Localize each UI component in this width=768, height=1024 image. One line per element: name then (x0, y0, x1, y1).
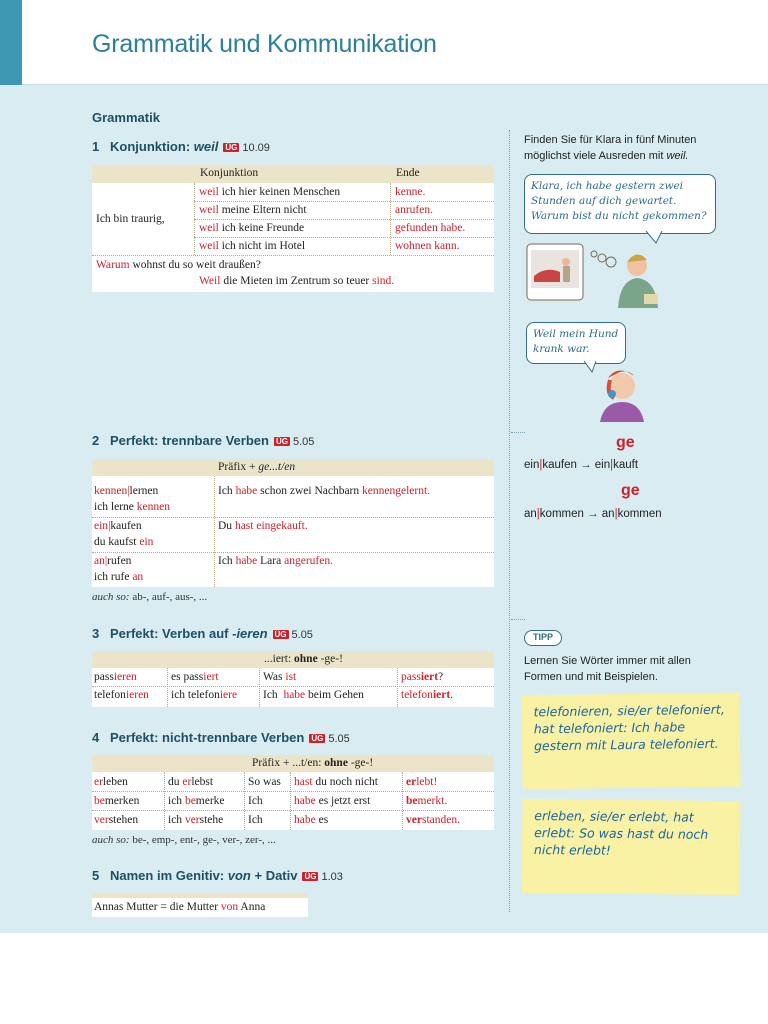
sticky-note: telefonieren, sie/er telefoniert, hat telefoniert: Ich habe gestern mit Laura telefoniert. (521, 692, 740, 789)
example-sentence: Ich habe Lara angerufen. (218, 555, 333, 567)
example-sentence: Du hast eingekauft. (218, 520, 308, 532)
ge-marker: ge (616, 434, 635, 451)
also-note: auch so: ab-, auf-, aus-, ... (92, 591, 208, 603)
table-cell: ich bemerke (168, 795, 225, 807)
table-cell: Ich (248, 795, 263, 807)
lead-text: Ich bin traurig, (96, 213, 165, 225)
table-cell: wohnen kann. (395, 240, 460, 252)
page-title: Grammatik und Kommunikation (92, 30, 437, 58)
column-divider (509, 130, 510, 912)
table-cell: passieren (94, 671, 137, 683)
ug-badge: ÜG (311, 734, 324, 743)
table-cell: bemerkt. (406, 795, 448, 807)
table-cell: passiert? (401, 671, 444, 683)
speech-bubble: Weil mein Hund krank war. (526, 322, 626, 364)
col-header-ende: Ende (396, 167, 420, 179)
table-cell: kenne. (395, 186, 426, 198)
section-2-title: 2 Perfekt: trennbare Verben ÜG 5.05 (92, 433, 315, 448)
ug-badge: ÜG (275, 437, 288, 446)
table-cell: es passiert (171, 671, 219, 683)
verb-infinitive: ein|kaufen (94, 520, 142, 532)
table-row: weil ich hier keinen Menschen (199, 186, 341, 198)
example-ankommen: an|kommen → an|kommen (524, 508, 662, 520)
table-cell: du erlebst (168, 776, 214, 788)
ug-badge: ÜG (225, 143, 238, 152)
table-header: Präfix + ge...t/en (218, 461, 296, 473)
table-cell: anrufen. (395, 204, 433, 216)
verb-infinitive: kennen|lernen (94, 485, 159, 497)
speech-bubble: Klara, ich habe gestern zwei Stunden auf dich gewartet. Warum bist du nicht gekommen? (524, 174, 716, 234)
page-header (0, 0, 768, 85)
also-note: auch so: be-, emp-, ent-, ge-, ver-, zer-, ... (92, 834, 276, 846)
table-cell: Was ist (263, 671, 297, 683)
tipp-badge: TIPP (524, 630, 562, 646)
example-einkaufen: ein|kaufen → ein|kauft (524, 459, 639, 471)
table-cell: Ich habe beim Gehen (263, 689, 364, 701)
ug-badge: ÜG (274, 630, 287, 639)
genitiv-example: Annas Mutter = die Mutter von Anna (92, 893, 308, 917)
nicht-trennbare-verben-table (92, 755, 494, 830)
verb-infinitive: an|rufen (94, 555, 132, 567)
konjunktion-table (92, 165, 494, 292)
verb-present: ich rufe an (94, 571, 144, 583)
table-row: weil ich keine Freunde (199, 222, 305, 234)
table-cell: habe es (294, 814, 329, 826)
section-3-title: 3 Perfekt: Verben auf -ieren ÜG 5.05 (92, 626, 313, 641)
table-cell: verstanden. (406, 814, 460, 826)
trennbare-verben-table (92, 459, 494, 587)
answer-line: Weil die Mieten im Zentrum so teuer sind. (199, 275, 395, 287)
table-header: Präfix + ...t/en: ohne -ge-! (252, 757, 374, 769)
table-cell: habe es jetzt erst (294, 795, 371, 807)
table-cell: telefoniert. (401, 689, 454, 701)
table-cell: ich telefoniere (171, 689, 238, 701)
table-header: ...iert: ohne -ge-! (264, 653, 343, 665)
section-5-title: 5 Namen im Genitiv: von + Dativ ÜG 1.03 (92, 868, 343, 883)
table-row: weil meine Eltern nicht (199, 204, 307, 216)
col-header-konjunktion: Konjunktion (200, 167, 259, 179)
table-cell: telefonieren (94, 689, 149, 701)
table-cell: Ich (248, 814, 263, 826)
tipp-text: Lernen Sie Wörter immer mit allen Formen und mit Beispielen. (524, 655, 691, 683)
sticky-note: erleben, sie/er erlebt, hat erlebt: So was hast du noch nicht erlebt! (522, 799, 741, 895)
question-line: Warum wohnst du so weit draußen? (96, 259, 261, 271)
table-row: weil ich nicht im Hotel (199, 240, 306, 252)
section-label: Grammatik (92, 110, 160, 125)
table-cell: So was (248, 776, 281, 788)
table-cell: erleben (94, 776, 128, 788)
section-4-title: 4 Perfekt: nicht-trennbare Verben ÜG 5.05 (92, 730, 350, 745)
example-sentence: Ich habe schon zwei Nachbarn kennengelernt. (218, 485, 431, 497)
ug-badge: ÜG (304, 872, 317, 881)
chapter-tab (0, 0, 22, 85)
section-1-title: 1 Konjunktion: weil ÜG 10.09 (92, 139, 270, 154)
illustration-phone-call (526, 242, 666, 310)
table-cell: erlebt! (406, 776, 438, 788)
table-cell: ich verstehe (168, 814, 224, 826)
table-cell: verstehen (94, 814, 139, 826)
verb-present: du kaufst ein (94, 536, 154, 548)
verb-present: ich lerne kennen (94, 501, 171, 513)
task-instruction: Finden Sie für Klara in fünf Minuten möglichst viele Ausreden mit weil. (524, 134, 697, 162)
ieren-verben-table (92, 651, 494, 707)
illustration-girl (590, 364, 650, 422)
table-cell: hast du noch nicht (294, 776, 379, 788)
ge-marker: ge (621, 482, 640, 499)
table-cell: gefunden habe. (395, 222, 466, 234)
table-cell: bemerken (94, 795, 140, 807)
